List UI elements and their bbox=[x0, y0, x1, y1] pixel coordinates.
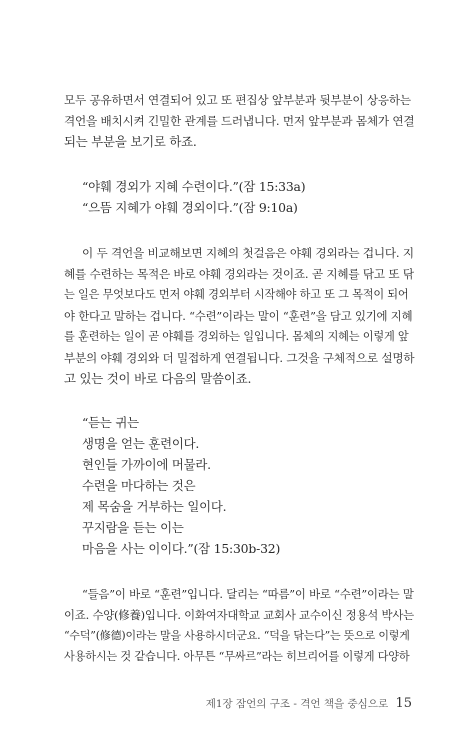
poem-line: 현인들 가까이에 머물라. bbox=[82, 457, 211, 472]
poem-line: 마음을 사는 이이다.”(잠 15:30b-32) bbox=[82, 541, 281, 556]
page-number: 15 bbox=[395, 696, 412, 711]
body-text-line: 격언을 배치시켜 긴밀한 관계를 드러냅니다. 먼저 앞부분과 몸체가 연결 bbox=[64, 114, 415, 128]
poem-line: “듣는 귀는 bbox=[82, 415, 139, 430]
body-text-line: “수덕”(修德)이라는 말을 사용하시더군요. “덕을 닦는다”는 뜻으로 이렇게 bbox=[64, 629, 410, 642]
page-footer bbox=[206, 696, 412, 711]
body-text-line: 부분의 야훼 경외와 더 밀접하게 연결됩니다. 그것을 구체적으로 설명하 bbox=[64, 351, 415, 365]
poem-line: 수련을 마다하는 것은 bbox=[82, 478, 196, 493]
body-text-line: 고 있는 것이 바로 다음의 말씀이죠. bbox=[64, 371, 252, 386]
body-text-line: 사용하시는 것 같습니다. 아무튼 “무싸르”라는 히브리어를 이렇게 다양하 bbox=[64, 650, 410, 663]
poem-line: 꾸지람을 듣는 이는 bbox=[82, 520, 184, 535]
scripture-quote: “으뜸 지혜가 야훼 경외이다.”(잠 9:10a) bbox=[82, 200, 298, 215]
body-text-line: 야 한다고 말하는 겁니다. “수련”이라는 말이 “훈련”을 담고 있기에 지혜 bbox=[64, 309, 413, 323]
body-text-line: 되는 부분을 보기로 하죠. bbox=[64, 134, 197, 149]
body-text-line: “들음”이 바로 “훈련”입니다. 달리는 “따름”이 바로 “수련”이라는 말 bbox=[82, 587, 414, 601]
body-text-line: 를 훈련하는 일이 곧 야훼를 경외하는 일입니다. 몸체의 지혜는 이렇게 앞 bbox=[64, 330, 409, 343]
body-text-line: 는 일은 무엇보다도 먼저 야훼 경외부터 시작해야 하고 또 그 목적이 되어 bbox=[64, 288, 409, 301]
body-text-line: 이죠. 수양(修養)입니다. 이화여자대학교 교회사 교수이신 정용석 박사는 bbox=[64, 608, 414, 622]
body-text-line: 혜를 수련하는 목적은 바로 야훼 경외라는 것이죠. 곧 지혜를 닦고 또 닦 bbox=[64, 267, 414, 281]
body-text-line: 모두 공유하면서 연결되어 있고 또 편집상 앞부분과 뒷부분이 상응하는 bbox=[64, 93, 411, 107]
running-head: 제1장 잠언의 구조 - 격언 책을 중심으로 bbox=[205, 698, 389, 710]
body-text-line: 이 두 격언을 비교해보면 지혜의 첫걸음은 야훼 경외라는 겁니다. 지 bbox=[82, 246, 414, 260]
scripture-quote: “야훼 경외가 지혜 수련이다.”(잠 15:33a) bbox=[82, 179, 306, 194]
poem-line: 제 목숨을 거부하는 일이다. bbox=[82, 499, 227, 514]
poem-line: 생명을 얻는 훈련이다. bbox=[82, 436, 200, 451]
